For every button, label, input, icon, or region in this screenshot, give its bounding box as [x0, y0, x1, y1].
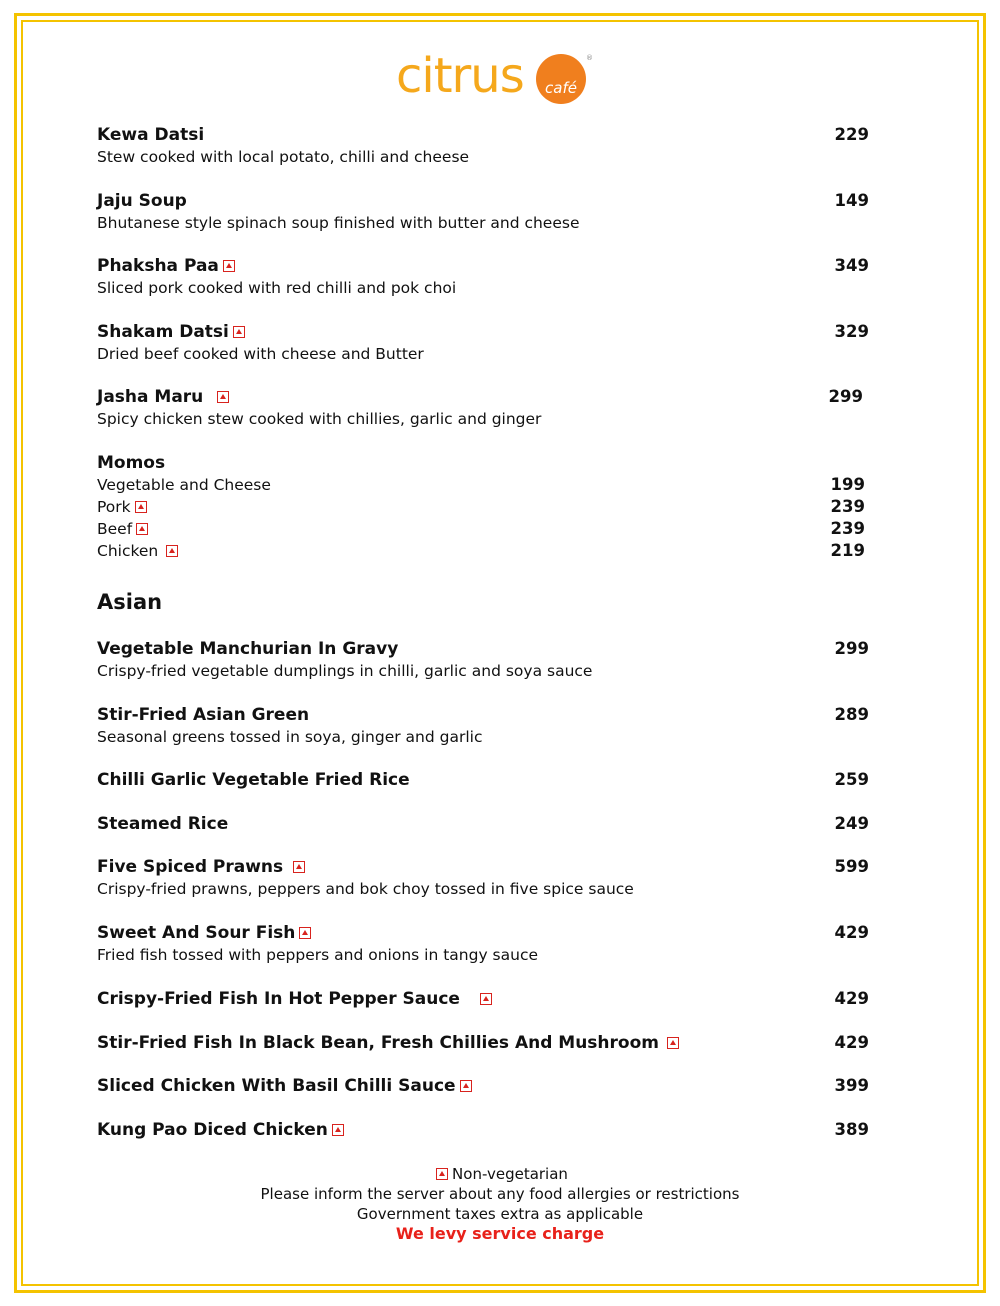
menu-item	[97, 321, 877, 365]
momos-item	[97, 474, 877, 496]
non-veg-icon	[480, 993, 492, 1005]
non-veg-icon	[460, 1080, 472, 1092]
non-veg-icon	[166, 545, 178, 557]
momos-item-price: 239	[830, 519, 865, 538]
momos-heading	[97, 452, 877, 474]
non-veg-icon	[135, 501, 147, 513]
menu-item	[97, 769, 877, 791]
logo-registered-mark: ®	[586, 54, 593, 62]
item-desc: Seasonal greens tossed in soya, ginger and garlic	[97, 728, 483, 746]
item-name: Jasha Maru	[97, 387, 204, 407]
menu-item	[97, 704, 877, 748]
menu-item	[97, 1119, 877, 1141]
legend-text: Non-vegetarian	[452, 1165, 568, 1183]
footer-service-charge: We levy service charge	[395, 1224, 605, 1243]
momos-item-name: Beef	[97, 520, 133, 538]
momos-item-price: 199	[830, 475, 865, 494]
item-price: 389	[834, 1120, 869, 1139]
momos-item-name: Chicken	[97, 542, 159, 560]
footer-allergy-note: Please inform the server about any food allergies or restrictions	[260, 1185, 740, 1203]
menu-item	[97, 638, 877, 682]
non-veg-icon	[136, 523, 148, 535]
item-price: 429	[834, 923, 869, 942]
item-name: Kung Pao Diced Chicken	[97, 1120, 328, 1140]
non-veg-icon	[667, 1037, 679, 1049]
item-desc: Dried beef cooked with cheese and Butter	[97, 345, 424, 363]
item-desc: Crispy-fried prawns, peppers and bok choy tossed in five spice sauce	[97, 880, 634, 898]
logo-badge-text: café	[545, 79, 577, 97]
item-name: Sliced Chicken With Basil Chilli Sauce	[97, 1076, 456, 1096]
item-name: Sweet And Sour Fish	[97, 923, 296, 943]
item-price: 289	[834, 705, 869, 724]
non-veg-icon	[233, 326, 245, 338]
item-name: Shakam Datsi	[97, 322, 229, 342]
non-veg-icon	[332, 1124, 344, 1136]
item-name: Kewa Datsi	[97, 125, 205, 145]
menu-item	[97, 813, 877, 835]
item-price: 259	[834, 770, 869, 789]
momos-item-price: 239	[830, 497, 865, 516]
momos-title: Momos	[97, 453, 166, 473]
item-price: 599	[834, 857, 869, 876]
item-price: 229	[834, 125, 869, 144]
item-name: Jaju Soup	[97, 191, 187, 211]
menu-item	[97, 988, 877, 1010]
momos-item-price: 219	[830, 541, 865, 560]
item-price: 249	[834, 814, 869, 833]
menu-item	[97, 190, 877, 234]
item-name: Steamed Rice	[97, 814, 229, 834]
item-name: Vegetable Manchurian In Gravy	[97, 639, 399, 659]
item-price: 349	[834, 256, 869, 275]
menu-item	[97, 1032, 877, 1054]
menu-item	[97, 124, 877, 168]
item-desc: Crispy-fried vegetable dumplings in chilli, garlic and soya sauce	[97, 662, 593, 680]
item-name: Stir-Fried Fish In Black Bean, Fresh Chillies And Mushroom	[97, 1033, 659, 1053]
item-name: Stir-Fried Asian Green	[97, 705, 310, 725]
item-desc: Stew cooked with local potato, chilli and cheese	[97, 148, 470, 166]
item-price: 299	[828, 387, 863, 406]
item-price: 149	[834, 191, 869, 210]
non-veg-icon	[436, 1168, 448, 1180]
menu-footer	[200, 1164, 800, 1244]
non-veg-icon	[299, 927, 311, 939]
item-desc: Spicy chicken stew cooked with chillies, garlic and ginger	[97, 410, 542, 428]
momos-item-name: Pork	[97, 498, 131, 516]
momos-item	[97, 518, 877, 540]
item-price: 429	[834, 1033, 869, 1052]
item-price: 299	[834, 639, 869, 658]
item-price: 399	[834, 1076, 869, 1095]
item-desc: Fried fish tossed with peppers and onions in tangy sauce	[97, 946, 539, 964]
logo-word: citrus	[396, 48, 524, 104]
momos-item	[97, 496, 877, 518]
non-veg-icon	[217, 391, 229, 403]
item-price: 429	[834, 989, 869, 1008]
item-name: Crispy-Fried Fish In Hot Pepper Sauce	[97, 989, 460, 1009]
menu-item	[97, 922, 877, 966]
item-name: Chilli Garlic Vegetable Fried Rice	[97, 770, 410, 790]
footer-legend	[200, 1164, 800, 1184]
menu-item	[97, 255, 877, 299]
section-title-asian: Asian	[97, 590, 163, 614]
footer-tax-note: Government taxes extra as applicable	[356, 1205, 644, 1223]
item-name: Five Spiced Prawns	[97, 857, 284, 877]
item-price: 329	[834, 322, 869, 341]
item-desc: Sliced pork cooked with red chilli and pok choi	[97, 279, 457, 297]
non-veg-icon	[293, 861, 305, 873]
non-veg-icon	[223, 260, 235, 272]
item-name: Phaksha Paa	[97, 256, 219, 276]
menu-item	[97, 856, 877, 900]
momos-item-name: Vegetable and Cheese	[97, 476, 271, 494]
menu-item	[97, 1075, 877, 1097]
menu-item	[97, 386, 877, 430]
item-desc: Bhutanese style spinach soup finished with butter and cheese	[97, 214, 580, 232]
citrus-cafe-logo	[396, 34, 606, 110]
momos-item	[97, 540, 877, 562]
